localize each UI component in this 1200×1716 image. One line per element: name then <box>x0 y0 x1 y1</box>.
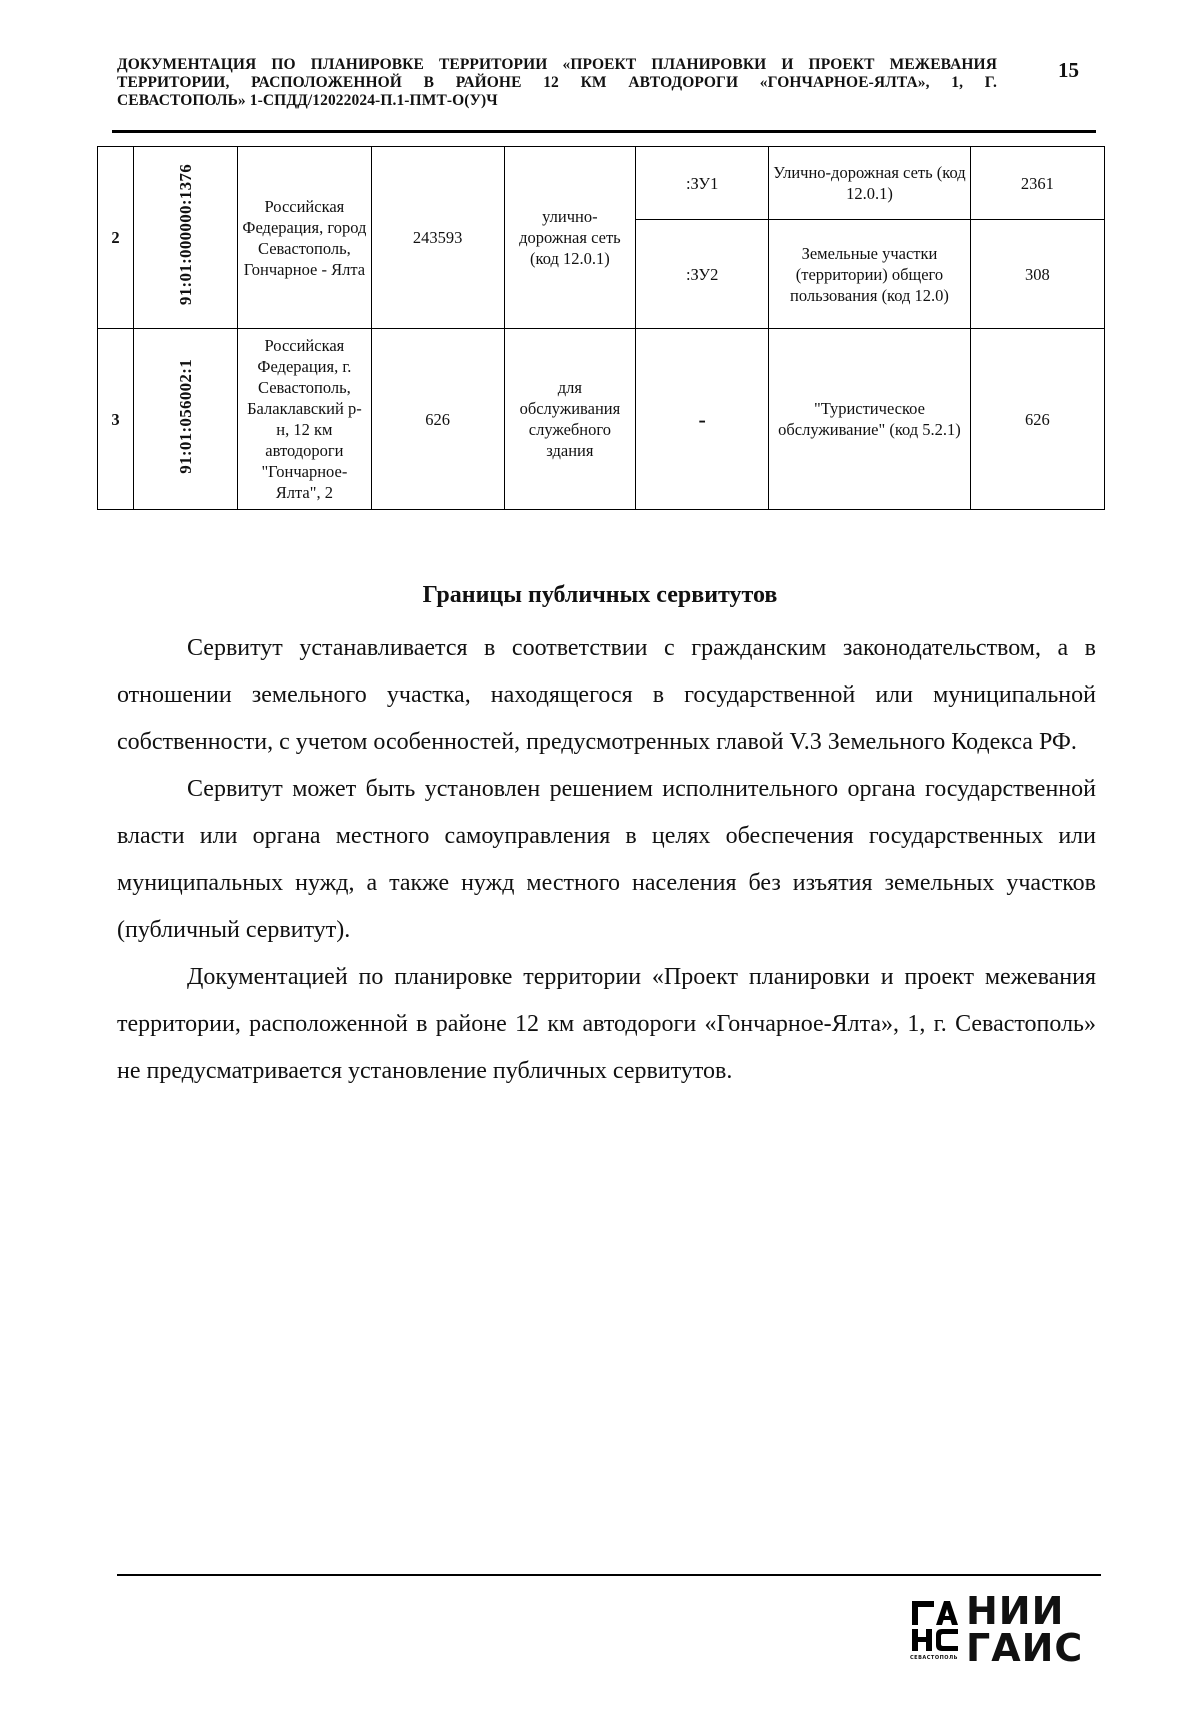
page-number: 15 <box>1058 58 1079 82</box>
cadastral-number: 91:01:000000:1376 <box>176 164 196 306</box>
header-line-3: СЕВАСТОПОЛЬ» 1-СПДД/12022024-П.1-ПМТ-О(У)Ч <box>117 92 498 109</box>
cadastral-number-cell <box>134 329 238 510</box>
row-number: 3 <box>98 329 134 510</box>
paragraph: Сервитут устанавливается в соответствии с гражданским законодательством, а в отношении земельного участка, находящегося в государственной или муниципальной собственности, с учетом особенностей, предусмотренных главой V.3 Земельного Кодекса РФ. <box>117 635 1096 755</box>
part-area-cell: 2361 <box>970 147 1104 220</box>
permitted-use-cell: для обслуживания служебного здания <box>504 329 635 510</box>
vri-cell: Земельные участки (территории) общего пользования (код 12.0) <box>769 220 970 329</box>
row-number: 2 <box>98 147 134 329</box>
address-cell: Российская Федерация, город Севастополь, Гончарное - Ялта <box>238 147 371 329</box>
cadastral-number-cell <box>134 147 238 329</box>
permitted-use-cell: улично-дорожная сеть (код 12.0.1) <box>504 147 635 329</box>
logo-city: СЕВАСТОПОЛЬ <box>910 1655 958 1661</box>
section-title: Границы публичных сервитутов <box>422 582 778 608</box>
header-line-2: ТЕРРИТОРИИ, РАСПОЛОЖЕННОЙ В РАЙОНЕ 12 КМ АВТОДОРОГИ «ГОНЧАРНОЕ-ЯЛТА», 1, Г. <box>117 74 997 91</box>
zu-cell: :ЗУ1 <box>636 147 769 220</box>
paragraph: Сервитут может быть установлен решением исполнительного органа государственной власти или органа местного самоуправления в целях обеспечения государственных или муниципальных нужд, а также нужд местного населения без изъятия земельных участков (публичный сервитут). <box>117 776 1096 943</box>
part-area-cell: 308 <box>970 220 1104 329</box>
niigais-logo <box>910 1589 1085 1670</box>
zu-cell: :ЗУ2 <box>636 220 769 329</box>
logo-text <box>966 1589 1084 1670</box>
part-area-cell: 626 <box>970 329 1104 510</box>
table-row <box>98 329 1105 510</box>
logo-line-2: ГАИС <box>966 1626 1084 1670</box>
vri-cell: Улично-дорожная сеть (код 12.0.1) <box>769 147 970 220</box>
table-row <box>98 147 1105 220</box>
header-line-1: ДОКУМЕНТАЦИЯ ПО ПЛАНИРОВКЕ ТЕРРИТОРИИ «ПРОЕКТ ПЛАНИРОВКИ И ПРОЕКТ МЕЖЕВАНИЯ <box>117 56 997 73</box>
cadastral-number: 91:01:056002:1 <box>176 359 196 474</box>
logo-line-1: НИИ <box>966 1589 1065 1633</box>
area-cell: 243593 <box>371 147 504 329</box>
area-cell: 626 <box>371 329 504 510</box>
parcels-table <box>97 146 1105 510</box>
footer-divider <box>117 1574 1101 1576</box>
paragraph: Документацией по планировке территории «Проект планировки и проект межевания территории, расположенной в районе 12 км автодороги «Гончарное-Ялта», 1, г. Севастополь» не предусматривается установление публичных сервитутов. <box>117 964 1096 1084</box>
document-header <box>117 56 997 110</box>
vri-cell: "Туристическое обслуживание" (код 5.2.1) <box>769 329 970 510</box>
zu-cell: - <box>636 329 769 510</box>
section-body <box>117 625 1096 1095</box>
address-cell: Российская Федерация, г. Севастополь, Балаклавский р-н, 12 км автодороги "Гончарное-Ялта", 2 <box>238 329 371 510</box>
header-divider <box>112 130 1096 133</box>
